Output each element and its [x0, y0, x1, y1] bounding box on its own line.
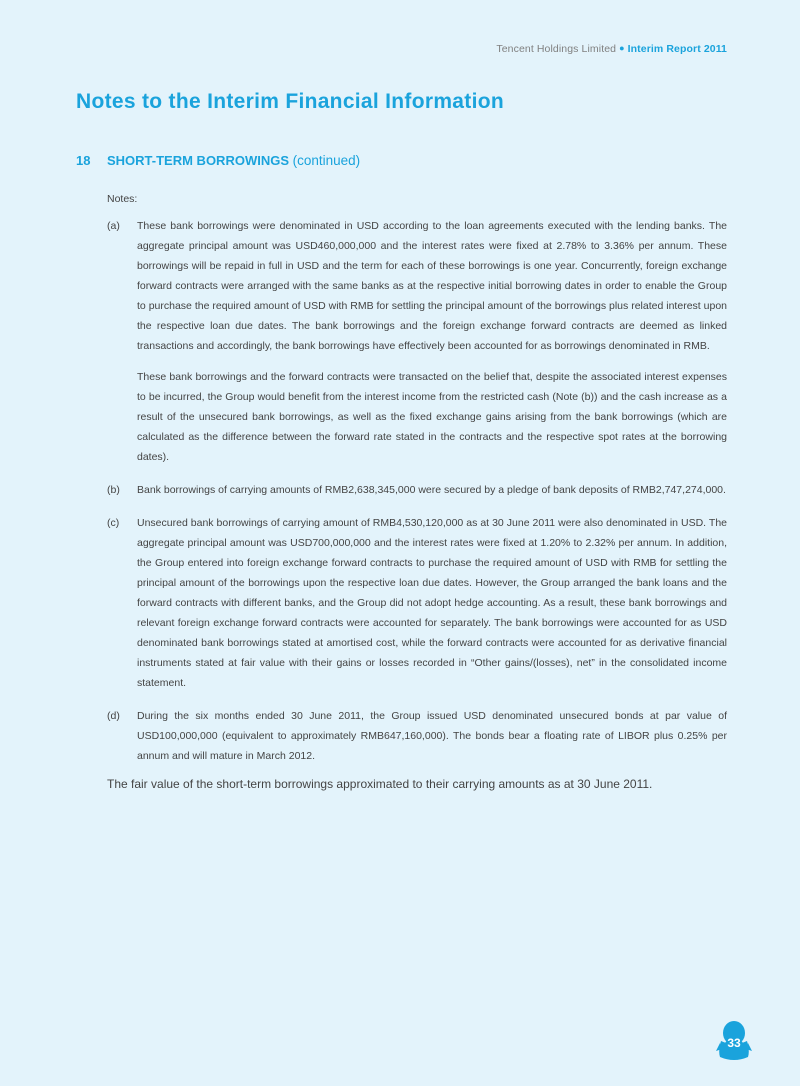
note-marker: (d) — [107, 710, 120, 722]
note-paragraph: These bank borrowings were denominated in USD according to the loan agreements executed with the lending banks. The aggregate principal amount was USD460,000,000 and the interest rates were fixed at 2.78% to 3.36% per annum. These borrowings will be repaid in full in USD and the term for each of these borrowings is one year. Concurrently, foreign exchange forward contracts were arranged with the same banks as at the respective initial borrowing dates in order to enable the Group to purchase the required amount of USD with RMB for settling the principal amount of the borrowings plus related interest upon the respective loan due dates. The bank borrowings and the foreign exchange forward contracts are deemed as linked transactions and accordingly, the bank borrowings have effectively been accounted for as borrowings denominated in RMB. — [137, 220, 727, 352]
note-paragraph: Bank borrowings of carrying amounts of RMB2,638,345,000 were secured by a pledge of bank deposits of RMB2,747,274,000. — [137, 484, 726, 496]
note-body — [137, 513, 727, 693]
page-title: Notes to the Interim Financial Information — [76, 90, 504, 113]
note-paragraph: These bank borrowings and the forward contracts were transacted on the belief that, despite the associated interest expenses to be incurred, the Group would benefit from the interest income from the restricted cash (Note (b)) and the cash increase as a result of the unsecured bank borrowings, as well as the fixed exchange gains arising from the bank borrowings (which are calculated as the difference between the forward rate stated in the contracts and the respective spot rates at the borrowing dates). — [137, 371, 727, 463]
note-d — [107, 706, 727, 766]
separator-dot: ● — [619, 43, 625, 53]
note-marker: (b) — [107, 484, 120, 496]
note-body — [137, 216, 727, 467]
note-body — [137, 480, 727, 500]
note-body — [137, 706, 727, 766]
report-name: Interim Report 2011 — [627, 43, 727, 55]
page-badge — [716, 1019, 752, 1061]
section-continued: (continued) — [292, 153, 361, 168]
note-marker: (c) — [107, 517, 120, 529]
page-number: 33 — [727, 1036, 741, 1050]
note-paragraph: Unsecured bank borrowings of carrying amount of RMB4,530,120,000 as at 30 June 2011 were also denominated in USD. The aggregate principal amount was USD700,000,000 and the interest rates were fixed at 1.20% to 2.32% per annum. In addition, the Group entered into foreign exchange forward contracts to purchase the required amount of USD with RMB for settling the principal amount of the borrowings upon the respective loan due dates. However, the Group arranged the bank loans and the forward contracts with different banks, and the Group did not adopt hedge accounting. As a result, these bank borrowings and relevant foreign exchange forward contracts were accounted for separately. The bank borrowings were accounted for as USD denominated bank borrowings stated at amortised cost, while the forward contracts were accounted for as derivative financial instruments stated at fair value with their gains or losses recorded in “Other gains/(losses), net” in the consolidated income statement. — [137, 517, 727, 689]
conclusion-text: The fair value of the short-term borrowings approximated to their carrying amounts as at 30 June 2011. — [107, 777, 653, 791]
section-title: SHORT-TERM BORROWINGS — [107, 153, 289, 168]
note-b — [107, 480, 727, 500]
section-heading — [76, 153, 360, 168]
note-c — [107, 513, 727, 693]
note-paragraph: During the six months ended 30 June 2011, the Group issued USD denominated unsecured bonds at par value of USD100,000,000 (equivalent to approximately RMB647,160,000). The bonds bear a floating rate of LIBOR plus 0.25% per annum and will mature in March 2012. — [137, 710, 727, 762]
note-marker: (a) — [107, 220, 120, 232]
notes-list — [107, 216, 727, 779]
note-a — [107, 216, 727, 467]
section-number: 18 — [76, 153, 91, 168]
notes-label: Notes: — [107, 193, 138, 205]
company-name: Tencent Holdings Limited — [496, 43, 617, 55]
running-header — [496, 43, 727, 55]
